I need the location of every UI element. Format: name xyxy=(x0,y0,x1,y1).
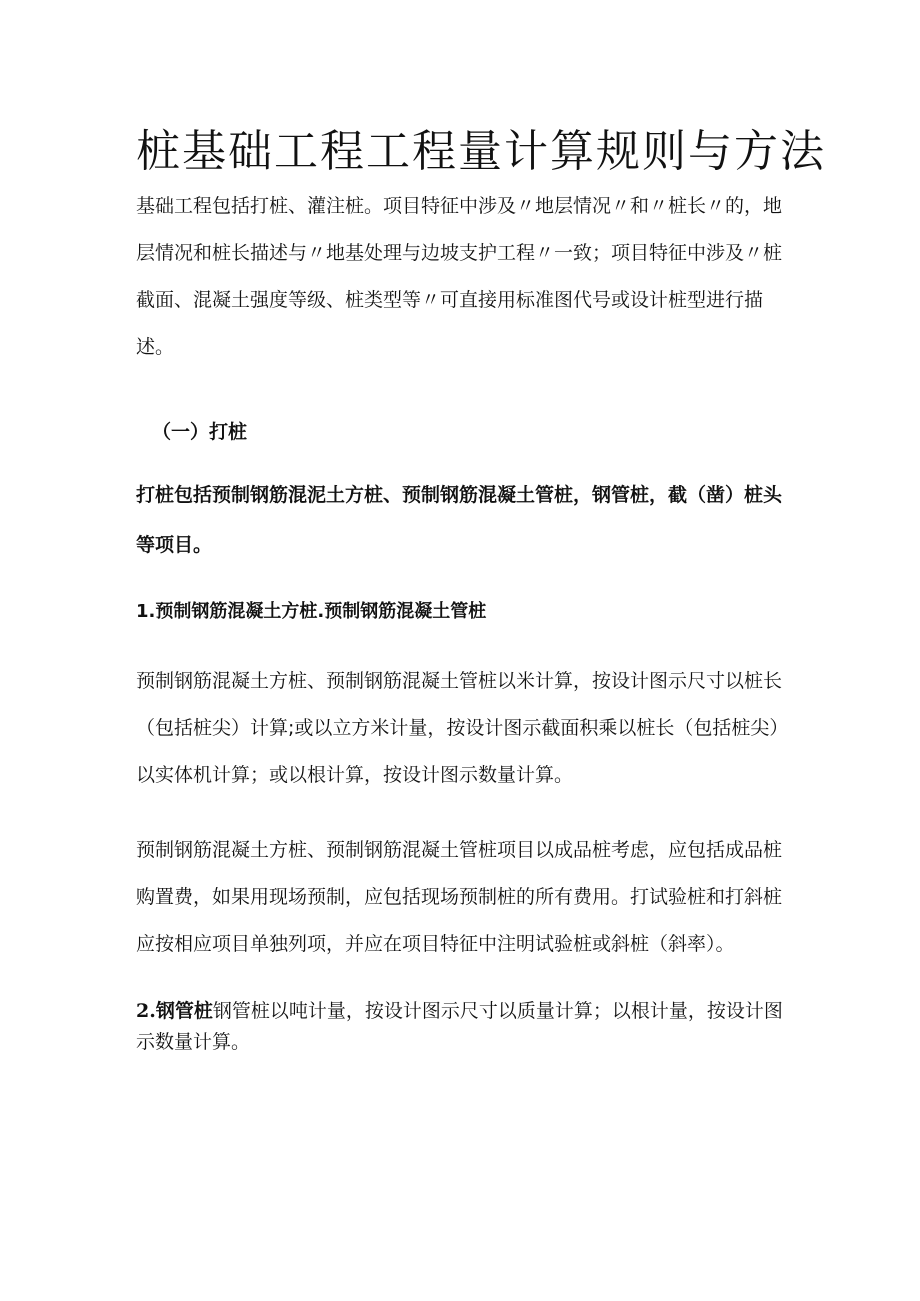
subsection-heading-precast-piles: 1.预制钢筋混凝土方桩.预制钢筋混凝土管桩 xyxy=(136,601,487,622)
steel-pipe-pile-text: 钢管桩以吨计量，按设计图示尺寸以质量计算；以根计量，按设计图示数量计算。 xyxy=(136,1000,783,1053)
document-title: 桩基础工程工程量计算规则与方法 xyxy=(136,126,826,177)
intro-paragraph: 基础工程包括打桩、灌注桩。项目特征中涉及〃地层情况〃和〃桩长〃的，地层情况和桩长描述与〃地基处理与边坡支护工程〃一致；项目特征中涉及〃桩截面、混凝土强度等级、桩类型等〃可直接用标准图代号或设计桩型进行描述。 xyxy=(136,195,783,358)
precast-piles-cost-paragraph: 预制钢筋混凝土方桩、预制钢筋混凝土管桩项目以成品桩考虑，应包括成品桩购置费，如果用现场预制，应包括现场预制桩的所有费用。打试验桩和打斜桩应按相应项目单独列项，并应在项目特征中注明试验桩或斜桩（斜率）。 xyxy=(136,839,783,955)
steel-pipe-pile-heading: 2.钢管桩 xyxy=(136,1000,213,1022)
piling-summary-paragraph: 打桩包括预制钢筋混泥土方桩、预制钢筋混凝土管桩，钢管桩，截（凿）桩头等项目。 xyxy=(136,484,783,556)
precast-piles-measurement-paragraph: 预制钢筋混凝土方桩、预制钢筋混凝土管桩以米计算，按设计图示尺寸以桩长（包括桩尖）计算;或以立方米计量，按设计图示截面积乘以桩长（包括桩尖）以实体机计算；或以根计算，按设计图示数量计算。 xyxy=(136,670,783,786)
section-heading-piling: （一）打桩 xyxy=(152,421,248,443)
steel-pipe-pile-paragraph xyxy=(136,996,788,1058)
